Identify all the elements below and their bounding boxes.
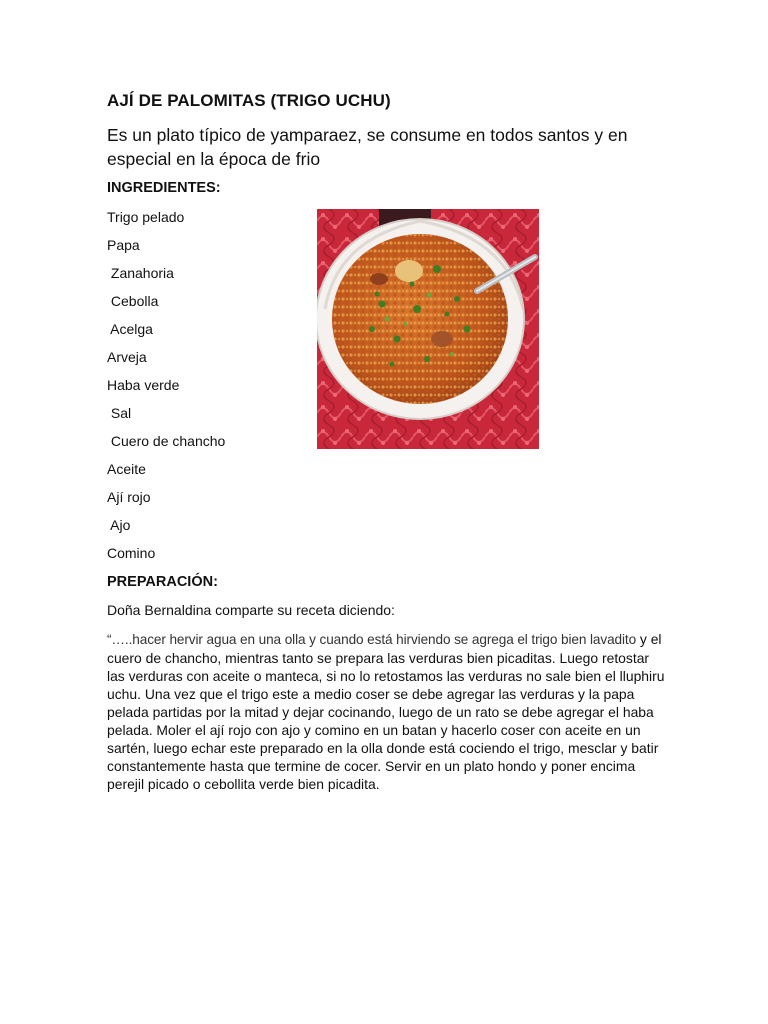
- ingredient-item: Cebolla: [107, 293, 159, 309]
- ingredient-item: Ajo: [107, 517, 131, 533]
- preparation-intro: Doña Bernaldina comparte su receta diciendo:: [107, 602, 395, 618]
- ingredient-item: Papa: [107, 237, 140, 253]
- ingredients-list: [107, 208, 225, 572]
- preparation-rest: y el cuero de chancho, mientras tanto se prepara las verduras bien picaditas. Luego retostar las verduras con aceite o manteca, si no lo retostamos las verduras no sale bien el lluphiru uchu. Una vez que el trigo este a medio coser se debe agregar las verduras y la papa pelada partidas por la mitad y dejar cocinando, luego de un rato se debe agregar el haba pelada. Moler el ají rojo con ajo y comino en un batan y hacerlo coser con aceite en un sartén, luego echar este preparado en la olla donde está cociendo el trigo, mesclar y batir constantemente hasta que termine de cocer. Servir en un plato hondo y poner encima perejil picado o cebollita verde bien picadita.: [107, 631, 665, 792]
- ingredient-item: Comino: [107, 545, 156, 561]
- preparation-heading: PREPARACIÓN:: [107, 574, 218, 590]
- recipe-title: AJÍ DE PALOMITAS (TRIGO UCHU): [107, 91, 391, 110]
- ingredient-item: Arveja: [107, 349, 147, 365]
- ingredient-item: Cuero de chancho: [107, 433, 226, 449]
- ingredient-item: Trigo pelado: [107, 209, 185, 225]
- preparation-first-line: “…..hacer hervir agua en una olla y cuando está hirviendo se agrega el trigo bien lavadito: [107, 632, 637, 647]
- ingredient-item: Acelga: [107, 321, 153, 337]
- ingredient-item: Aceite: [107, 461, 146, 477]
- ingredients-heading: INGREDIENTES:: [107, 180, 221, 196]
- dish-photo: [317, 209, 539, 449]
- preparation-text: [107, 630, 667, 793]
- ingredient-item: Sal: [107, 405, 132, 421]
- ingredient-item: Zanahoria: [107, 265, 174, 281]
- ingredient-item: Haba verde: [107, 377, 180, 393]
- recipe-intro: Es un plato típico de yamparaez, se consume en todos santos y en especial en la época de frio: [107, 125, 628, 169]
- ingredient-item: Ají rojo: [107, 489, 151, 505]
